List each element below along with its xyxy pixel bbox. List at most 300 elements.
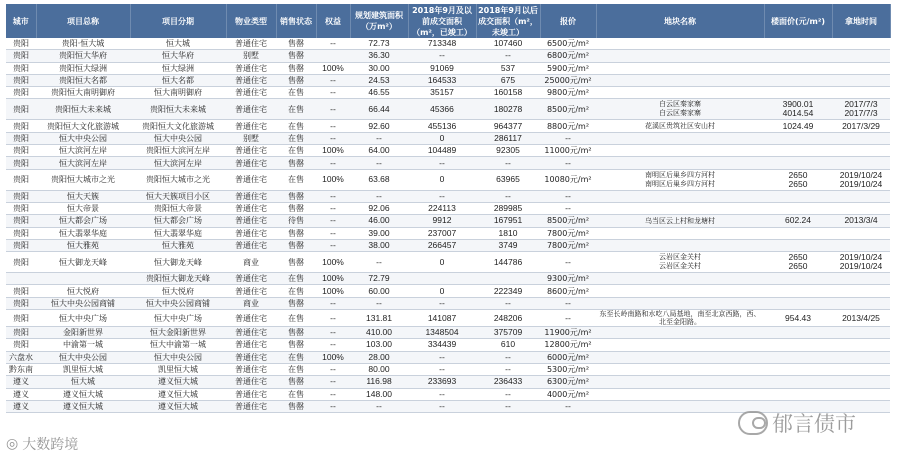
table-cell: 遵义 [6,388,36,400]
table-cell: 售罄 [276,339,316,351]
table-cell: 恒大御龙天峰 [36,252,130,273]
table-cell: -- [476,400,540,412]
table-cell: -- [316,239,350,251]
source-watermark [6,434,78,454]
table-row [6,351,890,363]
table-cell [832,38,890,50]
table-cell: 375709 [476,327,540,339]
table-cell [764,74,832,86]
table-cell: 贵阳 [6,227,36,239]
table-cell: 贵阳 [6,62,36,74]
table-cell [764,202,832,214]
table-cell: 148.00 [350,388,408,400]
table-cell: 恒大翡翠华庭 [130,227,226,239]
table-cell: 7800元/m² [540,239,596,251]
table-cell: -- [350,297,408,309]
table-cell: -- [476,363,540,375]
table-cell [596,74,764,86]
table-cell [832,62,890,74]
table-cell: 恒大翡翠华庭 [36,227,130,239]
table-cell: 贵阳恒大名都 [36,74,130,86]
table-cell: 东至长岭南路和水吃八局基地，南至北京西路，西、北至金阳路。 [596,310,764,327]
table-cell: 5900元/m² [540,62,596,74]
table-cell: 8800元/m² [540,120,596,132]
table-row [6,376,890,388]
table-cell [764,50,832,62]
table-cell: 103.00 [350,339,408,351]
table-cell: 白云区秦家寨 白云区秦家寨 [596,99,764,120]
table-cell: 35157 [408,87,476,99]
table-cell: 236433 [476,376,540,388]
table-cell: 160158 [476,87,540,99]
table-cell [764,157,832,169]
table-cell [596,202,764,214]
table-cell: 售罄 [276,327,316,339]
table-cell [832,50,890,62]
table-cell: 0 [408,132,476,144]
table-cell: -- [316,87,350,99]
table-cell: 普通住宅 [226,215,276,227]
table-cell [764,351,832,363]
table-cell: 60.00 [350,285,408,297]
table-cell: -- [476,351,540,363]
table-cell: -- [408,400,476,412]
table-cell [596,87,764,99]
table-cell: 贵阳 [6,190,36,202]
table-cell: -- [350,132,408,144]
table-cell: 商业 [226,252,276,273]
table-cell [764,145,832,157]
table-cell: 8500元/m² [540,215,596,227]
table-row [6,273,890,285]
table-cell [596,363,764,375]
table-cell [832,87,890,99]
table-row [6,239,890,251]
table-cell: 贵阳恒大绿洲 [36,62,130,74]
table-cell [596,273,764,285]
table-cell [596,62,764,74]
table-cell: 贵阳恒大未来城 [36,99,130,120]
table-cell: 恒大天簇项目小区 [130,190,226,202]
table-cell: -- [408,388,476,400]
table-cell: 7800元/m² [540,227,596,239]
table-cell: 恒大中央公园 [36,132,130,144]
table-cell: 28.00 [350,351,408,363]
table-cell: 在售 [276,99,316,120]
table-cell [832,327,890,339]
table-cell: 224113 [408,202,476,214]
table-row [6,87,890,99]
table-cell: -- [540,252,596,273]
table-row [6,215,890,227]
table-cell: 贵阳 [6,339,36,351]
table-cell [832,339,890,351]
table-cell: 售罄 [276,38,316,50]
table-cell: 售罄 [276,239,316,251]
table-cell: 恒大都会广场 [36,215,130,227]
table-row [6,285,890,297]
table-cell: -- [316,157,350,169]
table-cell [764,339,832,351]
table-cell: 46.55 [350,87,408,99]
table-cell: 100% [316,351,350,363]
table-cell [596,38,764,50]
table-cell: 180278 [476,99,540,120]
table-cell: 2017/3/29 [832,120,890,132]
table-cell: 8500元/m² [540,99,596,120]
table-cell: 普通住宅 [226,388,276,400]
table-row [6,327,890,339]
table-cell: -- [540,202,596,214]
table-cell: 2019/10/24 2019/10/24 [832,252,890,273]
table-row [6,62,890,74]
table-cell [832,132,890,144]
table-cell: 遵义恒大城 [36,400,130,412]
table-cell [832,363,890,375]
table-cell: 恒大中央广场 [130,310,226,327]
table-cell: 222349 [476,285,540,297]
table-cell: 在售 [276,87,316,99]
table-row [6,132,890,144]
table-cell: 2013/4/25 [832,310,890,327]
table-cell: 贵阳 [6,215,36,227]
table-cell: 普通住宅 [226,190,276,202]
table-cell: 六盘水 [6,351,36,363]
table-row [6,99,890,120]
table-cell [764,132,832,144]
table-cell: 凯里恒大城 [36,363,130,375]
table-cell: 普通住宅 [226,38,276,50]
table-cell: -- [408,50,476,62]
table-cell: 遵义 [6,376,36,388]
table-cell: 黔东南 [6,363,36,375]
table-cell: 964377 [476,120,540,132]
table-cell: 66.44 [350,99,408,120]
table-row [6,297,890,309]
table-cell: 在售 [276,145,316,157]
table-cell: 普通住宅 [226,87,276,99]
table-cell: 贵阳恒大城市之光 [36,169,130,190]
table-cell: 普通住宅 [226,285,276,297]
table-cell: 289985 [476,202,540,214]
source-watermark-text: 大数跨境 [22,437,79,453]
table-cell: 在售 [276,285,316,297]
table-cell: 恒大中央公园 [130,132,226,144]
table-cell: 普通住宅 [226,327,276,339]
table-cell [476,273,540,285]
table-cell: 100% [316,169,350,190]
table-cell: 贵阳 [6,297,36,309]
table-cell: -- [408,297,476,309]
table-cell: 164533 [408,74,476,86]
table-cell: 普通住宅 [226,273,276,285]
table-cell: 贵阳 [6,145,36,157]
table-cell: 2017/7/3 2017/7/3 [832,99,890,120]
project-table [6,4,891,413]
table-row [6,169,890,190]
table-cell: 24.53 [350,74,408,86]
table-cell: 恒大中渝第一城 [130,339,226,351]
column-header: 规划建筑面积（万m²） [350,4,408,38]
table-cell: 恒大南明御府 [130,87,226,99]
table-cell: -- [540,132,596,144]
table-cell: -- [408,190,476,202]
table-cell: 9912 [408,215,476,227]
table-cell: 待售 [276,215,316,227]
table-cell: -- [476,50,540,62]
table-cell: 恒大滨河左岸 [36,157,130,169]
table-cell: 恒大滨河左岸 [36,145,130,157]
table-cell: 售罄 [276,62,316,74]
table-cell: 售罄 [276,297,316,309]
table-cell: 售罄 [276,157,316,169]
table-cell [764,273,832,285]
table-cell: 100% [316,145,350,157]
table-cell: 普通住宅 [226,310,276,327]
column-header: 拿地时间 [832,4,890,38]
table-cell: 38.00 [350,239,408,251]
table-cell: 在售 [276,388,316,400]
table-cell: 普通住宅 [226,400,276,412]
table-cell: 46.00 [350,215,408,227]
table-row [6,363,890,375]
table-cell: 恒大中央公园商铺 [130,297,226,309]
table-cell: 233693 [408,376,476,388]
table-cell: 贵阳 [6,285,36,297]
table-cell: -- [540,400,596,412]
table-row [6,190,890,202]
table-cell: -- [540,157,596,169]
table-cell: 贵阳 [6,132,36,144]
table-cell [832,285,890,297]
table-cell: 在售 [276,169,316,190]
table-cell [764,327,832,339]
table-cell: 普通住宅 [226,351,276,363]
table-cell: 贵阳 [6,87,36,99]
table-cell [596,376,764,388]
table-cell: 0 [408,285,476,297]
column-header: 地块名称 [596,4,764,38]
table-cell: 4000元/m² [540,388,596,400]
table-cell [596,239,764,251]
table-cell: 64.00 [350,145,408,157]
table-cell: 3900.01 4014.54 [764,99,832,120]
column-header: 城市 [6,4,36,38]
table-cell: 贵阳 [6,50,36,62]
table-cell: 贵阳恒大未来城 [130,99,226,120]
table-cell: 675 [476,74,540,86]
table-cell [764,297,832,309]
table-cell: 2013/3/4 [832,215,890,227]
table-row [6,38,890,50]
table-cell: 普通住宅 [226,202,276,214]
table-cell: 贵阳 [6,157,36,169]
table-cell: 贵阳恒大文化旅游城 [130,120,226,132]
column-header: 项目分期 [130,4,226,38]
table-row [6,202,890,214]
column-header: 2018年9月及以前成交面积（m²，已竣工） [408,4,476,38]
table-cell: 贵阳恒大帝景 [130,202,226,214]
table-cell [6,273,36,285]
table-cell: 6300元/m² [540,376,596,388]
table-cell: 92.60 [350,120,408,132]
table-cell [596,157,764,169]
table-cell: 凯里恒大城 [130,363,226,375]
table-row [6,74,890,86]
table-cell [764,388,832,400]
table-cell: 恒大中央公园 [130,351,226,363]
table-cell [832,239,890,251]
table-cell: 0 [408,169,476,190]
table-cell [832,273,890,285]
table-cell: 63965 [476,169,540,190]
table-cell: 普通住宅 [226,74,276,86]
table-cell: -- [316,327,350,339]
table-cell: 花溪区贵筑社区安山村 [596,120,764,132]
table-cell: 遵义 [6,400,36,412]
table-cell: 12800元/m² [540,339,596,351]
table-cell: 恒大中央公园商铺 [36,297,130,309]
table-cell: 贵阳 [6,38,36,50]
table-cell: 金阳新世界 [36,327,130,339]
table-cell: 贵阳 [6,202,36,214]
table-cell: 2650 2650 [764,252,832,273]
table-cell [764,190,832,202]
table-cell [764,363,832,375]
table-cell: -- [476,297,540,309]
table-cell: 8600元/m² [540,285,596,297]
table-cell: -- [316,376,350,388]
table-cell: 贵阳恒大南明御府 [36,87,130,99]
table-cell: 104489 [408,145,476,157]
table-cell: 恒大城 [130,38,226,50]
table-cell: 72.79 [350,273,408,285]
table-cell: 中渝第一城 [36,339,130,351]
table-cell: 167951 [476,215,540,227]
table-cell: -- [408,363,476,375]
table-cell: 别墅 [226,132,276,144]
table-cell: -- [540,190,596,202]
table-cell: 乌当区云上村和龙塘村 [596,215,764,227]
table-cell: -- [316,388,350,400]
table-cell: 92.06 [350,202,408,214]
table-cell: 遵义恒大城 [130,376,226,388]
table-cell: -- [350,400,408,412]
table-cell: 恒大滨河左岸 [130,157,226,169]
table-cell: 普通住宅 [226,169,276,190]
table-cell: 713348 [408,38,476,50]
table-cell [832,202,890,214]
table-cell: 恒大城 [36,376,130,388]
table-cell: 30.00 [350,62,408,74]
table-cell: 144786 [476,252,540,273]
table-cell: 266457 [408,239,476,251]
column-header: 2018年9月以后成交面积（m²，未竣工） [476,4,540,38]
table-cell: 25000元/m² [540,74,596,86]
table-cell: 贵阳 [6,327,36,339]
table-cell: -- [316,310,350,327]
table-cell: 6000元/m² [540,351,596,363]
table-cell [596,190,764,202]
table-cell [764,239,832,251]
column-header: 楼面价(元/m²) [764,4,832,38]
table-cell [764,38,832,50]
table-cell: 恒大华府 [130,50,226,62]
table-cell: 售罄 [276,74,316,86]
table-cell: -- [316,120,350,132]
table-cell [832,351,890,363]
table-cell: 100% [316,252,350,273]
table-cell: 遵义恒大城 [36,388,130,400]
table-cell: 91069 [408,62,476,74]
table-cell [596,285,764,297]
table-cell: 80.00 [350,363,408,375]
table-cell: 普通住宅 [226,376,276,388]
table-cell: 售罄 [276,202,316,214]
table-cell: 237007 [408,227,476,239]
table-cell: -- [316,132,350,144]
table-cell: 107460 [476,38,540,50]
table-row [6,339,890,351]
table-cell: 954.43 [764,310,832,327]
column-header: 销售状态 [276,4,316,38]
table-cell: 0 [408,252,476,273]
table-cell: 贵阳恒大文化旅游城 [36,120,130,132]
table-cell: 普通住宅 [226,363,276,375]
table-cell: 南明区后巢乡四方河村 南明区后巢乡四方河村 [596,169,764,190]
column-header: 物业类型 [226,4,276,38]
table-cell: 普通住宅 [226,120,276,132]
table-cell [832,74,890,86]
table-cell: 普通住宅 [226,62,276,74]
table-cell: 410.00 [350,327,408,339]
table-cell: -- [540,310,596,327]
table-cell: -- [476,190,540,202]
table-cell [764,87,832,99]
table-cell [832,388,890,400]
table-row [6,50,890,62]
table-cell: -- [316,339,350,351]
table-body [6,38,890,413]
table-cell: 5300元/m² [540,363,596,375]
table-cell: 售罄 [276,50,316,62]
table-cell: 36.30 [350,50,408,62]
table-cell: 恒大绿洲 [130,62,226,74]
table-cell: 云岩区金关村 云岩区金关村 [596,252,764,273]
table-cell: 11000元/m² [540,145,596,157]
table-cell: 9300元/m² [540,273,596,285]
table-cell [596,132,764,144]
table-cell: 116.98 [350,376,408,388]
table-cell: 100% [316,273,350,285]
table-cell [596,351,764,363]
table-cell: 610 [476,339,540,351]
table-cell: 72.73 [350,38,408,50]
table-cell [596,339,764,351]
table-cell: -- [316,227,350,239]
table-cell: -- [350,190,408,202]
table-cell: 6800元/m² [540,50,596,62]
table-cell: 在售 [276,132,316,144]
table-cell: -- [316,190,350,202]
table-cell [316,50,350,62]
table-cell: 45366 [408,99,476,120]
table-cell: 537 [476,62,540,74]
table-cell: 普通住宅 [226,227,276,239]
table-cell: 贵阳 [6,99,36,120]
table-cell: 恒大中央公园 [36,351,130,363]
table-row [6,145,890,157]
